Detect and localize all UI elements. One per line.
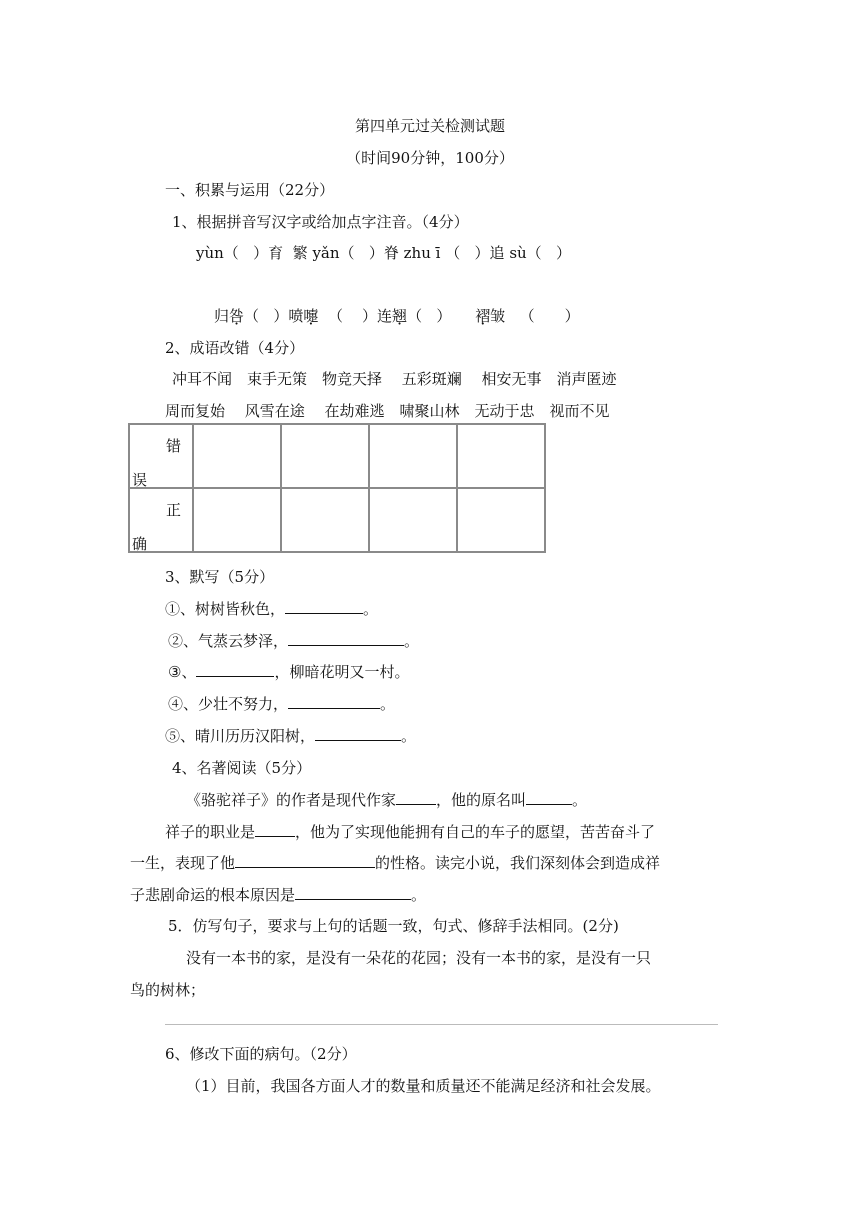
answer-cell[interactable] — [193, 488, 281, 552]
recite-item: ②、气蒸云梦泽， 。 — [168, 632, 420, 650]
answer-blank[interactable] — [235, 853, 375, 868]
question-6-label: 6、修改下面的病句。（2分） — [165, 1045, 357, 1063]
answer-blank[interactable] — [255, 822, 295, 837]
reading-line: 一生，表现了他 的性格。读完小说，我们深刻体会到造成祥 — [130, 854, 661, 872]
recite-item: ③、 ，柳暗花明又一村。 — [168, 663, 410, 681]
question-5-label: 5．仿写句子，要求与上句的话题一致，句式、修辞手法相同。(2分) — [168, 917, 619, 935]
pinyin-row: yùn（ ）育 繁 yǎn（ ）脊 zhu ī （ ）追 sù（ ） — [196, 244, 571, 262]
answer-line[interactable] — [165, 1024, 718, 1025]
page-subtitle: （时间90分钟，100分） — [346, 149, 514, 167]
row-header-wrong: 错 误 — [129, 424, 193, 488]
pinyin-item: sù（ — [509, 244, 542, 262]
answer-cell[interactable] — [281, 424, 369, 488]
example-sentence: 鸟的树林； — [130, 981, 206, 999]
answer-cell[interactable] — [193, 424, 281, 488]
dotted-char: 咎 — [229, 307, 245, 325]
question-4-label: 4、名著阅读（5分） — [172, 759, 312, 777]
idiom-line: 周而复始 风雪在途 在劫难逃 啸聚山林 无动于忠 视而不见 — [165, 402, 610, 420]
answer-cell[interactable] — [281, 488, 369, 552]
sentence-item: （1）目前，我国各方面人才的数量和质量还不能满足经济和社会发展。 — [186, 1077, 661, 1095]
annotate-row: 归咎（ ）喷嚏 （ ）连翘（ ） 褶皱 （ ） — [214, 307, 580, 325]
section-heading: 一、积累与运用（22分） — [165, 181, 335, 199]
row-header-correct: 正 确 — [129, 488, 193, 552]
pinyin-item: zhu ī （ — [403, 244, 461, 262]
dotted-char: 翘 — [392, 307, 408, 325]
answer-cell[interactable] — [457, 488, 545, 552]
question-2-label: 2、成语改错（4分） — [165, 339, 305, 357]
pinyin-item: 繁 yǎn（ — [292, 244, 355, 262]
page-title: 第四单元过关检测试题 — [354, 117, 505, 135]
example-sentence: 没有一本书的家，是没有一朵花的花园；没有一本书的家，是没有一只 — [186, 949, 652, 967]
answer-cell[interactable] — [369, 488, 457, 552]
answer-table — [128, 423, 546, 553]
recite-item: ⑤、晴川历历汉阳树， 。 — [165, 727, 417, 745]
recite-item: ④、少壮不努力， 。 — [168, 695, 396, 713]
answer-blank[interactable] — [396, 790, 436, 805]
question-1-label: 1、根据拼音写汉字或给加点字注音。（4分） — [172, 213, 469, 231]
recite-item: ①、树树皆秋色， 。 — [165, 600, 379, 618]
dotted-char: 嚏 — [303, 307, 319, 325]
idiom-line: 冲耳不闻 束手无策 物竞天择 五彩斑斓 相安无事 消声匿迹 — [172, 370, 617, 388]
answer-blank[interactable] — [196, 662, 274, 677]
table-row — [129, 424, 545, 488]
answer-cell[interactable] — [457, 424, 545, 488]
answer-cell[interactable] — [369, 424, 457, 488]
answer-blank[interactable] — [288, 694, 380, 709]
answer-blank[interactable] — [526, 790, 572, 805]
answer-blank[interactable] — [285, 599, 363, 614]
reading-line: 祥子的职业是 ，他为了实现他能拥有自己的车子的愿望，苦苦奋斗了 — [165, 823, 656, 841]
answer-blank[interactable] — [288, 631, 404, 646]
reading-line: 《骆驼祥子》的作者是现代作家 ，他的原名叫 。 — [186, 791, 588, 809]
answer-blank[interactable] — [295, 885, 411, 900]
answer-blank[interactable] — [315, 726, 401, 741]
question-3-label: 3、默写（5分） — [165, 568, 275, 586]
reading-line: 子悲剧命运的根本原因是 。 — [130, 886, 427, 904]
pinyin-item: yùn（ — [196, 244, 239, 262]
dotted-char: 褶 — [475, 307, 491, 325]
table-row — [129, 488, 545, 552]
